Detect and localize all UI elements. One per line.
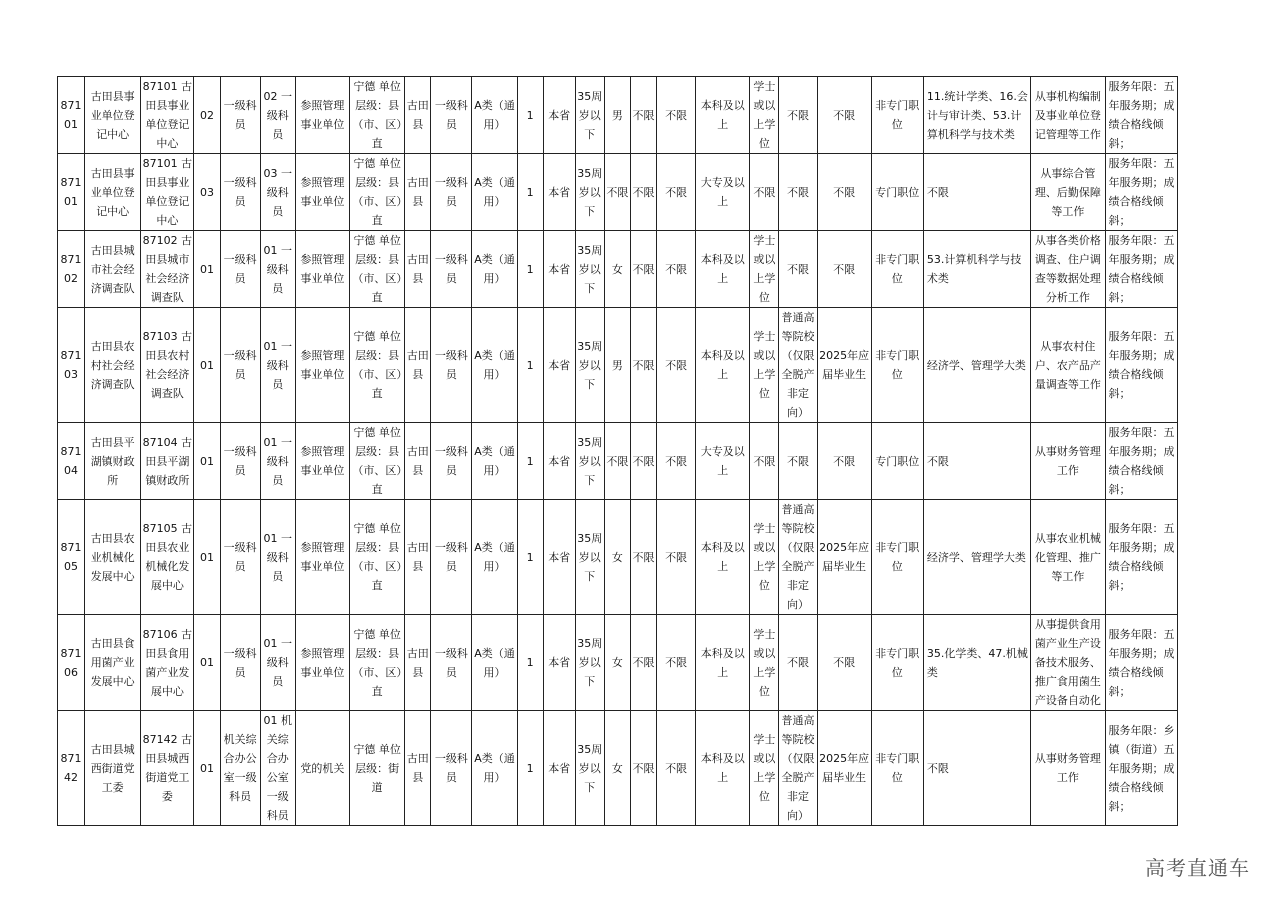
cell-work-desc: 从事各类价格调查、住户调查等数据处理分析工作: [1031, 231, 1105, 308]
cell-gender: 女: [604, 500, 630, 615]
cell-pos-name: 03 一级科员: [260, 154, 295, 231]
table-row: [58, 711, 1178, 826]
cell-degree: 不限: [750, 154, 779, 231]
cell-special: 非专门职位: [871, 500, 923, 615]
cell-politics: 不限: [657, 615, 696, 711]
cell-code: 87101: [58, 77, 85, 154]
cell-ethnic: 不限: [630, 423, 656, 500]
cell-count: 1: [517, 308, 543, 423]
cell-education: 本科及以上: [696, 500, 750, 615]
cell-level: 宁德 单位层级：县（市、区）直: [350, 231, 405, 308]
cell-level: 宁德 单位层级：县（市、区）直: [350, 500, 405, 615]
cell-count: 1: [517, 77, 543, 154]
cell-unit: 87105 古田县农业机械化发展中心: [141, 500, 194, 615]
cell-remark: 服务年限：五年服务期；成绩合格线倾斜；: [1105, 77, 1177, 154]
cell-count: 1: [517, 423, 543, 500]
cell-rank: 一级科员: [431, 500, 472, 615]
cell-special: 非专门职位: [871, 711, 923, 826]
cell-count: 1: [517, 154, 543, 231]
cell-gender: 不限: [604, 423, 630, 500]
cell-count: 1: [517, 711, 543, 826]
cell-special: 专门职位: [871, 423, 923, 500]
position-table: [57, 76, 1178, 826]
cell-pos-code: 01: [194, 231, 220, 308]
cell-major: 经济学、管理学大类: [923, 500, 1030, 615]
cell-household: 本省: [543, 615, 575, 711]
cell-region: 古田县: [405, 423, 431, 500]
cell-position: 一级科员: [220, 231, 260, 308]
cell-major: 经济学、管理学大类: [923, 308, 1030, 423]
cell-age: 35周岁以下: [575, 154, 604, 231]
watermark-logo-text: 高考直通车: [1145, 856, 1250, 880]
table-row: [58, 77, 1178, 154]
cell-unit-type: 参照管理事业单位: [295, 308, 349, 423]
cell-unit: 87101 古田县事业单位登记中心: [141, 77, 194, 154]
cell-code: 87103: [58, 308, 85, 423]
cell-school: 不限: [779, 615, 817, 711]
cell-code: 87102: [58, 231, 85, 308]
cell-politics: 不限: [657, 711, 696, 826]
cell-category: A类（通用）: [472, 77, 517, 154]
cell-unit-type: 参照管理事业单位: [295, 154, 349, 231]
cell-dept: 古田县农业机械化发展中心: [85, 500, 141, 615]
cell-major: 11.统计学类、16.会计与审计类、53.计算机科学与技术类: [923, 77, 1030, 154]
cell-remark: 服务年限：五年服务期；成绩合格线倾斜；: [1105, 154, 1177, 231]
cell-ethnic: 不限: [630, 711, 656, 826]
cell-special: 非专门职位: [871, 308, 923, 423]
cell-work-desc: 从事提供食用菌产业生产设备技术服务、推广食用菌生产设备自动化: [1031, 615, 1105, 711]
cell-education: 本科及以上: [696, 308, 750, 423]
cell-dept: 古田县事业单位登记中心: [85, 77, 141, 154]
cell-level: 宁德 单位层级：县（市、区）直: [350, 154, 405, 231]
cell-ethnic: 不限: [630, 154, 656, 231]
cell-category: A类（通用）: [472, 308, 517, 423]
cell-special: 非专门职位: [871, 77, 923, 154]
cell-pos-code: 01: [194, 500, 220, 615]
cell-count: 1: [517, 231, 543, 308]
cell-unit-type: 参照管理事业单位: [295, 77, 349, 154]
cell-category: A类（通用）: [472, 500, 517, 615]
cell-rank: 一级科员: [431, 77, 472, 154]
cell-gender: 女: [604, 615, 630, 711]
cell-level: 宁德 单位层级：县（市、区）直: [350, 308, 405, 423]
table-row: [58, 154, 1178, 231]
cell-work-desc: 从事财务管理工作: [1031, 711, 1105, 826]
table-row: [58, 308, 1178, 423]
cell-politics: 不限: [657, 77, 696, 154]
cell-unit: 87103 古田县农村社会经济调查队: [141, 308, 194, 423]
cell-unit: 87106 古田县食用菌产业发展中心: [141, 615, 194, 711]
cell-identity: 不限: [817, 615, 871, 711]
cell-dept: 古田县城西街道党工委: [85, 711, 141, 826]
cell-politics: 不限: [657, 231, 696, 308]
cell-household: 本省: [543, 77, 575, 154]
cell-dept: 古田县平湖镇财政所: [85, 423, 141, 500]
cell-code: 87106: [58, 615, 85, 711]
cell-remark: 服务年限：五年服务期；成绩合格线倾斜；: [1105, 308, 1177, 423]
cell-position: 一级科员: [220, 615, 260, 711]
cell-position: 一级科员: [220, 308, 260, 423]
cell-rank: 一级科员: [431, 615, 472, 711]
cell-rank: 一级科员: [431, 308, 472, 423]
cell-major: 53.计算机科学与技术类: [923, 231, 1030, 308]
cell-dept: 古田县农村社会经济调查队: [85, 308, 141, 423]
cell-age: 35周岁以下: [575, 615, 604, 711]
cell-category: A类（通用）: [472, 423, 517, 500]
cell-count: 1: [517, 615, 543, 711]
cell-work-desc: 从事综合管理、后勤保障等工作: [1031, 154, 1105, 231]
cell-ethnic: 不限: [630, 231, 656, 308]
cell-gender: 女: [604, 231, 630, 308]
cell-unit: 87104 古田县平湖镇财政所: [141, 423, 194, 500]
cell-position: 一级科员: [220, 500, 260, 615]
cell-rank: 一级科员: [431, 231, 472, 308]
cell-special: 专门职位: [871, 154, 923, 231]
cell-work-desc: 从事财务管理工作: [1031, 423, 1105, 500]
cell-remark: 服务年限：五年服务期；成绩合格线倾斜；: [1105, 231, 1177, 308]
cell-remark: 服务年限：乡镇（街道）五年服务期；成绩合格线倾斜；: [1105, 711, 1177, 826]
cell-category: A类（通用）: [472, 615, 517, 711]
cell-identity: 2025年应届毕业生: [817, 308, 871, 423]
cell-level: 宁德 单位层级：县（市、区）直: [350, 615, 405, 711]
cell-gender: 女: [604, 711, 630, 826]
cell-major: 不限: [923, 154, 1030, 231]
cell-pos-name: 01 一级科员: [260, 308, 295, 423]
cell-gender: 男: [604, 308, 630, 423]
cell-remark: 服务年限：五年服务期；成绩合格线倾斜；: [1105, 500, 1177, 615]
cell-region: 古田县: [405, 711, 431, 826]
cell-pos-name: 01 一级科员: [260, 615, 295, 711]
cell-degree: 学士或以上学位: [750, 77, 779, 154]
cell-region: 古田县: [405, 154, 431, 231]
cell-position: 机关综合办公室一级科员: [220, 711, 260, 826]
cell-special: 非专门职位: [871, 615, 923, 711]
cell-unit: 87102 古田县城市社会经济调查队: [141, 231, 194, 308]
cell-identity: 不限: [817, 77, 871, 154]
cell-age: 35周岁以下: [575, 711, 604, 826]
cell-pos-code: 01: [194, 423, 220, 500]
cell-pos-name: 01 机关综合办公室一级科员: [260, 711, 295, 826]
cell-school: 不限: [779, 154, 817, 231]
cell-special: 非专门职位: [871, 231, 923, 308]
cell-ethnic: 不限: [630, 500, 656, 615]
cell-ethnic: 不限: [630, 308, 656, 423]
cell-pos-code: 01: [194, 615, 220, 711]
cell-category: A类（通用）: [472, 231, 517, 308]
cell-politics: 不限: [657, 423, 696, 500]
cell-household: 本省: [543, 423, 575, 500]
table-row: [58, 615, 1178, 711]
cell-dept: 古田县事业单位登记中心: [85, 154, 141, 231]
cell-age: 35周岁以下: [575, 231, 604, 308]
cell-ethnic: 不限: [630, 615, 656, 711]
cell-pos-name: 01 一级科员: [260, 500, 295, 615]
cell-unit: 87142 古田县城西街道党工委: [141, 711, 194, 826]
cell-degree: 学士或以上学位: [750, 231, 779, 308]
cell-gender: 不限: [604, 154, 630, 231]
cell-age: 35周岁以下: [575, 500, 604, 615]
cell-identity: 不限: [817, 423, 871, 500]
cell-dept: 古田县城市社会经济调查队: [85, 231, 141, 308]
cell-position: 一级科员: [220, 77, 260, 154]
cell-code: 87104: [58, 423, 85, 500]
cell-identity: 2025年应届毕业生: [817, 500, 871, 615]
cell-pos-code: 03: [194, 154, 220, 231]
cell-degree: 学士或以上学位: [750, 711, 779, 826]
cell-household: 本省: [543, 154, 575, 231]
cell-category: A类（通用）: [472, 154, 517, 231]
cell-education: 大专及以上: [696, 423, 750, 500]
cell-gender: 男: [604, 77, 630, 154]
cell-position: 一级科员: [220, 423, 260, 500]
cell-age: 35周岁以下: [575, 423, 604, 500]
cell-position: 一级科员: [220, 154, 260, 231]
cell-rank: 一级科员: [431, 423, 472, 500]
cell-school: 不限: [779, 231, 817, 308]
cell-work-desc: 从事农业机械化管理、推广等工作: [1031, 500, 1105, 615]
cell-education: 本科及以上: [696, 711, 750, 826]
cell-politics: 不限: [657, 154, 696, 231]
cell-major: 不限: [923, 423, 1030, 500]
cell-education: 大专及以上: [696, 154, 750, 231]
cell-household: 本省: [543, 308, 575, 423]
cell-work-desc: 从事机构编制及事业单位登记管理等工作: [1031, 77, 1105, 154]
table-row: [58, 500, 1178, 615]
cell-school: 普通高等院校（仅限全脱产非定向）: [779, 711, 817, 826]
cell-education: 本科及以上: [696, 231, 750, 308]
cell-region: 古田县: [405, 308, 431, 423]
cell-category: A类（通用）: [472, 711, 517, 826]
cell-education: 本科及以上: [696, 77, 750, 154]
cell-unit-type: 参照管理事业单位: [295, 423, 349, 500]
cell-politics: 不限: [657, 308, 696, 423]
cell-age: 35周岁以下: [575, 308, 604, 423]
cell-remark: 服务年限：五年服务期；成绩合格线倾斜；: [1105, 615, 1177, 711]
cell-age: 35周岁以下: [575, 77, 604, 154]
cell-degree: 学士或以上学位: [750, 500, 779, 615]
cell-pos-code: 01: [194, 711, 220, 826]
cell-identity: 不限: [817, 154, 871, 231]
cell-school: 普通高等院校（仅限全脱产非定向）: [779, 500, 817, 615]
cell-pos-code: 02: [194, 77, 220, 154]
cell-household: 本省: [543, 500, 575, 615]
cell-school: 不限: [779, 77, 817, 154]
cell-region: 古田县: [405, 231, 431, 308]
cell-code: 87101: [58, 154, 85, 231]
cell-school: 不限: [779, 423, 817, 500]
cell-dept: 古田县食用菌产业发展中心: [85, 615, 141, 711]
cell-pos-name: 01 一级科员: [260, 423, 295, 500]
cell-count: 1: [517, 500, 543, 615]
cell-region: 古田县: [405, 615, 431, 711]
cell-school: 普通高等院校（仅限全脱产非定向）: [779, 308, 817, 423]
cell-rank: 一级科员: [431, 711, 472, 826]
cell-work-desc: 从事农村住户、农产品产量调查等工作: [1031, 308, 1105, 423]
cell-region: 古田县: [405, 500, 431, 615]
cell-education: 本科及以上: [696, 615, 750, 711]
cell-politics: 不限: [657, 500, 696, 615]
cell-unit: 87101 古田县事业单位登记中心: [141, 154, 194, 231]
cell-remark: 服务年限：五年服务期；成绩合格线倾斜；: [1105, 423, 1177, 500]
cell-unit-type: 党的机关: [295, 711, 349, 826]
cell-unit-type: 参照管理事业单位: [295, 615, 349, 711]
cell-level: 宁德 单位层级：街道: [350, 711, 405, 826]
cell-major: 不限: [923, 711, 1030, 826]
cell-ethnic: 不限: [630, 77, 656, 154]
cell-level: 宁德 单位层级：县（市、区）直: [350, 423, 405, 500]
cell-pos-name: 02 一级科员: [260, 77, 295, 154]
cell-pos-name: 01 一级科员: [260, 231, 295, 308]
cell-pos-code: 01: [194, 308, 220, 423]
cell-household: 本省: [543, 231, 575, 308]
cell-unit-type: 参照管理事业单位: [295, 500, 349, 615]
cell-level: 宁德 单位层级：县（市、区）直: [350, 77, 405, 154]
cell-rank: 一级科员: [431, 154, 472, 231]
cell-degree: 学士或以上学位: [750, 308, 779, 423]
cell-unit-type: 参照管理事业单位: [295, 231, 349, 308]
cell-degree: 学士或以上学位: [750, 615, 779, 711]
table-row: [58, 423, 1178, 500]
table-row: [58, 231, 1178, 308]
cell-code: 87105: [58, 500, 85, 615]
cell-household: 本省: [543, 711, 575, 826]
cell-major: 35.化学类、47.机械类: [923, 615, 1030, 711]
cell-identity: 2025年应届毕业生: [817, 711, 871, 826]
cell-region: 古田县: [405, 77, 431, 154]
cell-degree: 不限: [750, 423, 779, 500]
cell-identity: 不限: [817, 231, 871, 308]
cell-code: 87142: [58, 711, 85, 826]
